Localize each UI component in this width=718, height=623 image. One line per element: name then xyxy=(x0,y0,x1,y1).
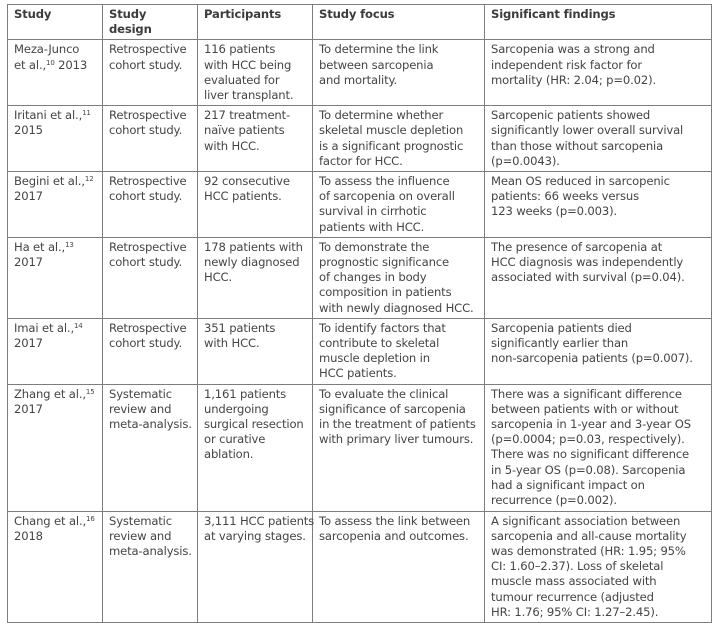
study-cell xyxy=(8,40,103,106)
cell-text-line: 116 patients xyxy=(204,42,276,57)
cell-text-line: To evaluate the clinical xyxy=(319,386,449,401)
findings-cell xyxy=(485,384,712,511)
study-design-cell xyxy=(103,318,198,384)
cell-text-line: Retrospective xyxy=(109,108,187,123)
cell-text-line: 217 treatment- xyxy=(204,108,291,123)
cell-text-line: HCC. xyxy=(204,270,232,285)
study-focus-cell xyxy=(313,40,485,106)
study-design-cell xyxy=(103,511,198,622)
study-year: 2015 xyxy=(14,123,43,138)
table-row xyxy=(8,318,712,384)
cell-text-line: There was no significant difference xyxy=(491,447,690,462)
cell-text-line: of sarcopenia on overall xyxy=(319,189,455,204)
study-author-etal: et al., xyxy=(14,57,47,72)
cell-text-line: of changes in body xyxy=(319,270,427,285)
cell-text-line: To determine the link xyxy=(319,42,439,57)
study-author-line xyxy=(14,174,97,189)
cell-text-line: HCC diagnosis was independently xyxy=(491,255,684,270)
cell-text-line: with HCC. xyxy=(204,336,260,351)
study-cell xyxy=(8,237,103,318)
table-body xyxy=(8,40,712,623)
cell-text-line: To assess the link between xyxy=(319,513,471,528)
study-author: Chang et al., xyxy=(14,513,87,528)
study-year: 2013 xyxy=(58,57,88,72)
study-author: Zhang et al., xyxy=(14,386,86,401)
cell-text-line: HCC patients. xyxy=(319,366,397,381)
reference-number: 14 xyxy=(73,321,83,330)
study-author-line xyxy=(14,108,97,123)
cell-text-line: significantly earlier than xyxy=(491,336,629,351)
participants-cell xyxy=(198,237,313,318)
reference-number: 16 xyxy=(86,514,95,523)
cell-text-line: significance of sarcopenia xyxy=(319,401,466,416)
cell-text-line: Systematic xyxy=(109,513,172,528)
study-design-cell xyxy=(103,237,198,318)
cell-text-line: composition in patients xyxy=(319,285,452,300)
study-author: Imai et al., xyxy=(14,320,74,335)
participants-cell xyxy=(198,172,313,238)
cell-text-line: than those without sarcopenia xyxy=(491,138,664,153)
table-row xyxy=(8,384,712,511)
cell-text-line: Retrospective xyxy=(109,320,187,335)
findings-cell xyxy=(485,106,712,172)
cell-text-line: with primary liver tumours. xyxy=(319,432,474,447)
cell-text-line: and mortality. xyxy=(319,72,398,87)
cell-text-line: prognostic significance xyxy=(319,255,450,270)
study-focus-cell xyxy=(313,106,485,172)
study-cell xyxy=(8,106,103,172)
cell-text-line: 92 consecutive xyxy=(204,174,290,189)
study-focus-cell xyxy=(313,318,485,384)
cell-text-line: Retrospective xyxy=(109,174,187,189)
table-header-row xyxy=(8,5,712,40)
participants-cell xyxy=(198,511,313,622)
findings-cell xyxy=(485,172,712,238)
cell-text-line: 123 weeks (p=0.003). xyxy=(491,204,617,219)
cell-text-line: recurrence (p=0.002). xyxy=(491,493,617,508)
study-design-cell xyxy=(103,172,198,238)
reference-number: 15 xyxy=(85,387,95,396)
cell-text-line: mortality (HR: 2.04; p=0.02). xyxy=(491,72,657,87)
participants-cell xyxy=(198,318,313,384)
header-participants: Participants xyxy=(198,5,313,40)
cell-text-line: To determine whether xyxy=(319,108,444,123)
cell-text-line: skeletal muscle depletion xyxy=(319,123,464,138)
cell-text-line: cohort study. xyxy=(109,336,183,351)
cell-text-line: in 5-year OS (p=0.08). Sarcopenia xyxy=(491,462,686,477)
sarcopenia-studies-table xyxy=(7,4,712,623)
cell-text-line: HR: 1.76; 95% CI: 1.27–2.45). xyxy=(491,604,659,619)
study-cell xyxy=(8,511,103,622)
header-study-focus: Study focus xyxy=(313,5,485,40)
cell-text-line: independent risk factor for xyxy=(491,57,642,72)
participants-cell xyxy=(198,40,313,106)
cell-text-line: ablation. xyxy=(204,447,254,462)
cell-text-line: with HCC being xyxy=(204,57,292,72)
study-design-cell xyxy=(103,40,198,106)
reference-number: 12 xyxy=(84,175,94,184)
cell-text-line: naïve patients xyxy=(204,123,285,138)
study-year: 2017 xyxy=(14,336,43,351)
cell-text-line: A significant association between xyxy=(491,513,681,528)
cell-text-line: cohort study. xyxy=(109,255,183,270)
cell-text-line: with newly diagnosed HCC. xyxy=(319,300,474,315)
cell-text-line: at varying stages. xyxy=(204,528,306,543)
cell-text-line: Sarcopenia was a strong and xyxy=(491,42,655,57)
cell-text-line: (p=0.0043). xyxy=(491,153,560,168)
participants-cell xyxy=(198,384,313,511)
cell-text-line: or curative xyxy=(204,432,266,447)
table-row xyxy=(8,511,712,622)
cell-text-line: Retrospective xyxy=(109,42,187,57)
cell-text-line: surgical resection xyxy=(204,417,304,432)
cell-text-line: is a significant prognostic xyxy=(319,138,464,153)
cell-text-line: muscle depletion in xyxy=(319,351,430,366)
cell-text-line: CI: 1.60–2.37). Loss of skeletal xyxy=(491,559,664,574)
cell-text-line: meta-analysis. xyxy=(109,417,192,432)
study-year: 2018 xyxy=(14,528,43,543)
cell-text-line: (p=0.0004; p=0.03, respectively). xyxy=(491,432,685,447)
cell-text-line: HCC patients. xyxy=(204,189,282,204)
study-focus-cell xyxy=(313,172,485,238)
cell-text-line: To demonstrate the xyxy=(319,239,430,254)
cell-text-line: muscle mass associated with xyxy=(491,574,657,589)
study-year: 2017 xyxy=(14,189,43,204)
findings-cell xyxy=(485,318,712,384)
cell-text-line: patients: 66 weeks versus xyxy=(491,189,639,204)
cell-text-line: non-sarcopenia patients (p=0.007). xyxy=(491,351,693,366)
table-row xyxy=(8,237,712,318)
cell-text-line: had a significant impact on xyxy=(491,477,645,492)
cell-text-line: sarcopenia in 1-year and 3-year OS xyxy=(491,417,691,432)
study-author: Begini et al., xyxy=(14,174,85,189)
cell-text-line: newly diagnosed xyxy=(204,255,300,270)
cell-text-line: between patients with or without xyxy=(491,401,679,416)
cell-text-line: significantly lower overall survival xyxy=(491,123,684,138)
study-author: Iritani et al., xyxy=(14,108,83,123)
study-year: 2017 xyxy=(14,401,43,416)
table-row xyxy=(8,172,712,238)
study-author-line xyxy=(14,387,97,402)
study-author-line xyxy=(14,514,97,529)
cell-text-line: To identify factors that xyxy=(319,320,446,335)
study-design-cell xyxy=(103,106,198,172)
findings-cell xyxy=(485,237,712,318)
cell-text-line: Sarcopenic patients showed xyxy=(491,108,651,123)
cell-text-line: cohort study. xyxy=(109,123,183,138)
study-author-line xyxy=(14,42,97,57)
study-author: Meza-Junco xyxy=(14,42,80,57)
study-cell xyxy=(8,172,103,238)
header-significant-findings: Significant findings xyxy=(485,5,712,40)
study-cell xyxy=(8,318,103,384)
study-focus-cell xyxy=(313,237,485,318)
cell-text-line: factor for HCC. xyxy=(319,153,403,168)
cell-text-line: with HCC. xyxy=(204,138,260,153)
study-author-line xyxy=(14,240,97,255)
cell-text-line: review and xyxy=(109,401,172,416)
study-cell xyxy=(8,384,103,511)
cell-text-line: meta-analysis. xyxy=(109,544,192,559)
cell-text-line: Sarcopenia patients died xyxy=(491,320,632,335)
study-focus-cell xyxy=(313,384,485,511)
cell-text-line: sarcopenia and all-cause mortality xyxy=(491,528,687,543)
study-author-line xyxy=(14,58,97,73)
cell-text-line: To assess the influence xyxy=(319,174,450,189)
cell-text-line: 1,161 patients xyxy=(204,386,287,401)
cell-text-line: survival in cirrhotic xyxy=(319,204,427,219)
cell-text-line: review and xyxy=(109,528,172,543)
participants-cell xyxy=(198,106,313,172)
cell-text-line: There was a significant difference xyxy=(491,386,682,401)
cell-text-line: sarcopenia and outcomes. xyxy=(319,528,469,543)
cell-text-line: tumour recurrence (adjusted xyxy=(491,589,654,604)
header-study: Study xyxy=(8,5,103,40)
cell-text-line: Retrospective xyxy=(109,239,187,254)
cell-text-line: 178 patients with xyxy=(204,239,303,254)
cell-text-line: 3,111 HCC patients xyxy=(204,513,315,528)
study-year: 2017 xyxy=(14,255,43,270)
cell-text-line: Mean OS reduced in sarcopenic xyxy=(491,174,670,189)
cell-text-line: cohort study. xyxy=(109,189,183,204)
findings-cell xyxy=(485,40,712,106)
study-author-line xyxy=(14,321,97,336)
cell-text-line: The presence of sarcopenia at xyxy=(491,239,663,254)
cell-text-line: 351 patients xyxy=(204,320,276,335)
cell-text-line: Systematic xyxy=(109,386,172,401)
header-study-design: Study design xyxy=(103,5,198,40)
reference-number: 11 xyxy=(82,109,91,118)
study-focus-cell xyxy=(313,511,485,622)
cell-text-line: evaluated for xyxy=(204,72,280,87)
cell-text-line: contribute to skeletal xyxy=(319,336,440,351)
study-author: Ha et al., xyxy=(14,239,66,254)
table-row xyxy=(8,106,712,172)
cell-text-line: liver transplant. xyxy=(204,88,294,103)
table-row xyxy=(8,40,712,106)
study-design-cell xyxy=(103,384,198,511)
cell-text-line: between sarcopenia xyxy=(319,57,434,72)
findings-cell xyxy=(485,511,712,622)
reference-number: 13 xyxy=(65,240,74,249)
cell-text-line: associated with survival (p=0.04). xyxy=(491,270,685,285)
cell-text-line: patients with HCC. xyxy=(319,219,425,234)
cell-text-line: in the treatment of patients xyxy=(319,417,476,432)
cell-text-line: undergoing xyxy=(204,401,269,416)
cell-text-line: cohort study. xyxy=(109,57,183,72)
reference-number: 10 xyxy=(46,58,55,67)
cell-text-line: was demonstrated (HR: 1.95; 95% xyxy=(491,544,686,559)
